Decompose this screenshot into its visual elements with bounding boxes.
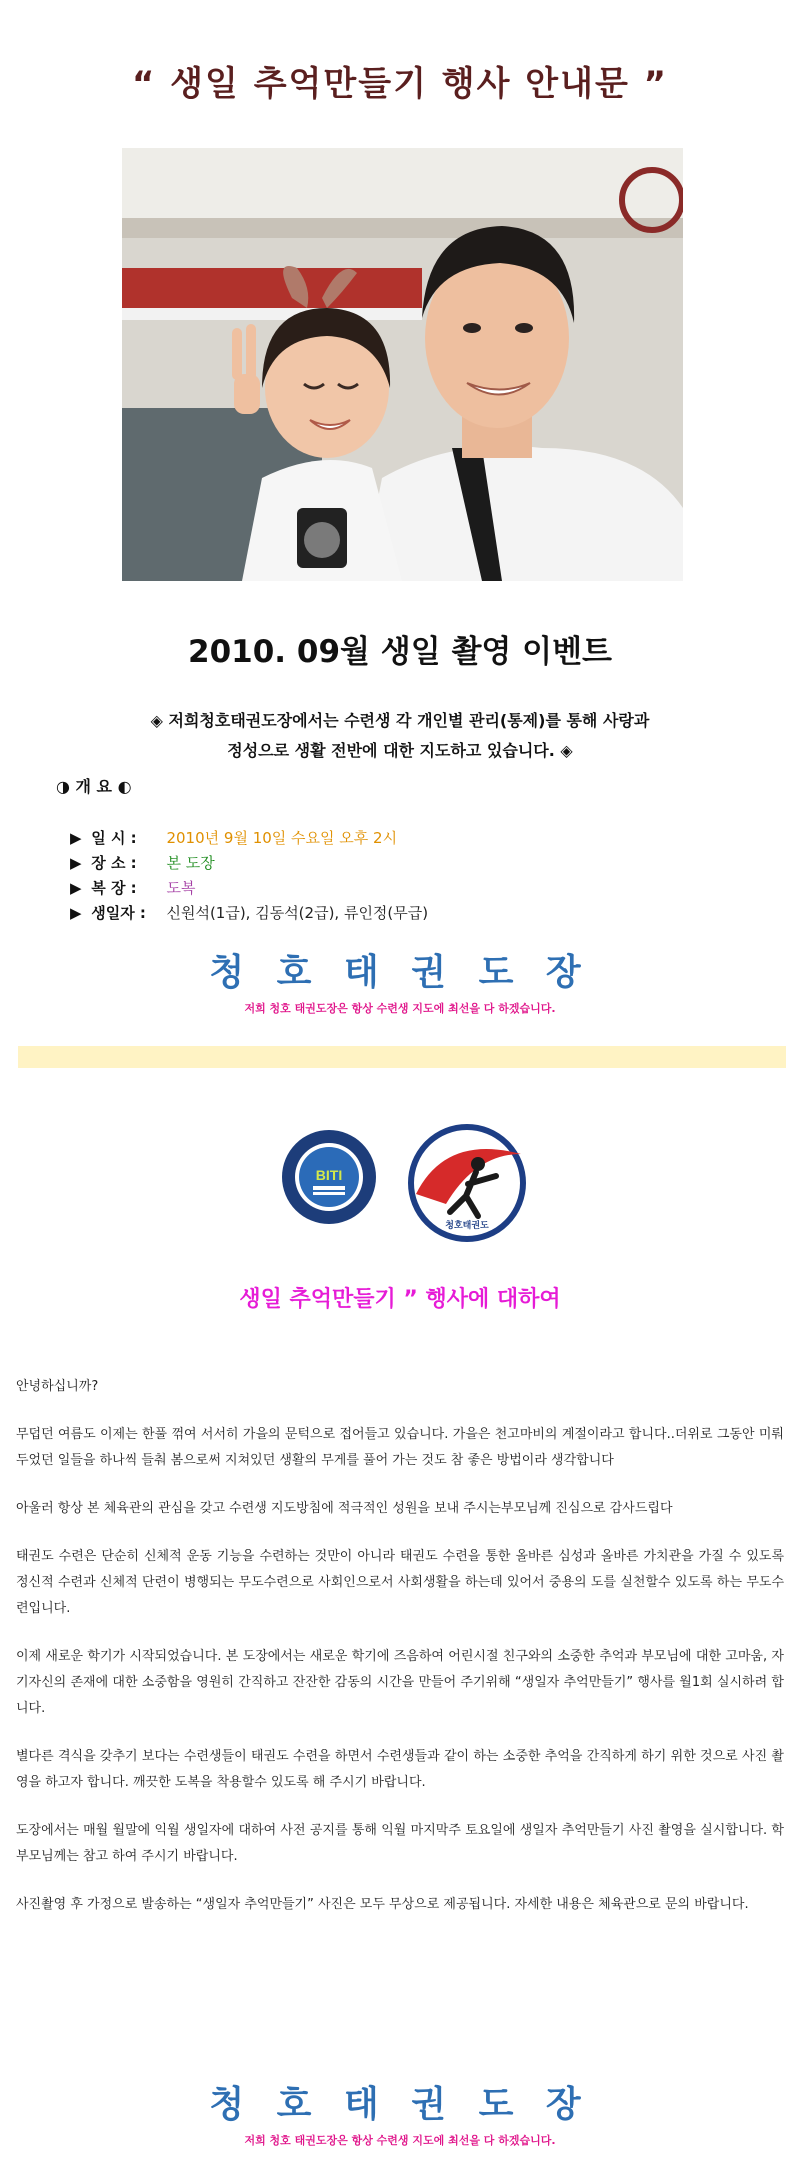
detail-row-datetime xyxy=(70,826,397,850)
footer-brand-name: 청 호 태 권 도 장 xyxy=(209,2084,591,2125)
detail-value: 도복 xyxy=(166,879,196,897)
intro-line-2: 정성으로 생활 전반에 대한 지도하고 있습니다. ◈ xyxy=(227,741,573,760)
detail-value: 본 도장 xyxy=(166,854,215,872)
detail-row-place xyxy=(70,851,215,875)
detail-label: 생일자 : xyxy=(91,904,146,922)
divider-band xyxy=(18,1046,786,1068)
detail-label: 복 장 : xyxy=(91,879,137,897)
section-title: 생일 추억만들기 ” 행사에 대하여 xyxy=(239,1287,561,1312)
triangle-right-icon: ▶ xyxy=(70,854,82,872)
body-paragraph: 사진촬영 후 가정으로 발송하는 “생일자 추억만들기” 사진은 모두 무상으로 제공됩니다. 자세한 내용은 체육관으로 문의 바랍니다. xyxy=(16,1897,749,1912)
page-title: “ 생일 추억만들기 행사 안내문 ” xyxy=(131,64,668,104)
institute-emblem-icon xyxy=(280,1128,378,1226)
detail-value: 2010년 9월 10일 수요일 오후 2시 xyxy=(166,829,398,847)
detail-label: 일 시 : xyxy=(91,829,137,847)
intro-text xyxy=(0,706,800,766)
body-paragraph: 아울러 항상 본 체육관의 관심을 갖고 수련생 지도방침에 적극적인 성원을 보내 주시는부모님께 진심으로 감사드립다 xyxy=(16,1501,673,1516)
intro-line-1: ◈ 저희청호태권도장에서는 수련생 각 개인별 관리(통제)를 통해 사랑과 xyxy=(150,711,650,730)
overview-heading: ◑ 개 요 ◐ xyxy=(56,777,132,796)
detail-value: 신원석(1급), 김동석(2급), 류인정(무급) xyxy=(166,904,429,922)
body-text xyxy=(16,1374,784,1940)
kick-emblem-icon xyxy=(406,1124,528,1242)
body-paragraph: 무덥던 여름도 이제는 한풀 꺾여 서서히 가을의 문턱으로 접어들고 있습니다. 가을은 천고마비의 계절이라고 합니다..더위로 그동안 미뤄 두었던 일들을 하나씩 들춰 봄으로써 지쳐있던 생활의 무게를 풀어 가는 것도 참 좋은 방법이라 생각합니다 xyxy=(16,1427,784,1468)
brand-slogan: 저희 청호 태권도장은 항상 수련생 지도에 최선을 다 하겠습니다. xyxy=(244,1002,556,1015)
body-paragraph: 안녕하십니까? xyxy=(16,1379,99,1394)
body-paragraph: 별다른 격식을 갖추기 보다는 수련생들이 태권도 수련을 하면서 수련생들과 같이 하는 소중한 추억을 간직하게 하기 위한 것으로 사진 촬영을 하고자 합니다. 깨끗한 도복을 착용할수 있도록 해 주시기 바랍니다. xyxy=(16,1749,784,1790)
triangle-right-icon: ▶ xyxy=(70,904,82,922)
event-title: 2010. 09월 생일 촬영 이벤트 xyxy=(188,634,612,670)
footer-brand-slogan: 저희 청호 태권도장은 항상 수련생 지도에 최선을 다 하겠습니다. xyxy=(244,2134,556,2147)
event-photo xyxy=(122,148,683,581)
triangle-right-icon: ▶ xyxy=(70,879,82,897)
detail-label: 장 소 : xyxy=(91,854,137,872)
brand-name: 청 호 태 권 도 장 xyxy=(209,952,591,993)
body-paragraph: 이제 새로운 학기가 시작되었습니다. 본 도장에서는 새로운 학기에 즈음하여 어린시절 친구와의 소중한 추억과 부모님에 대한 고마움, 자기자신의 존재에 대한 소중함을 영원히 간직하고 잔잔한 감동의 시간을 만들어 주기위해 “생일자 추억만들기” 행사를 월1회 실시하려 합니다. xyxy=(16,1649,784,1716)
logo2-text: 청호태권도 xyxy=(445,1221,489,1231)
triangle-right-icon: ▶ xyxy=(70,829,82,847)
detail-row-birthday xyxy=(70,901,428,925)
body-paragraph: 도장에서는 매월 월말에 익월 생일자에 대하여 사전 공지를 통해 익월 마지막주 토요일에 생일자 추억만들기 사진 촬영을 실시합니다. 학부모님께는 참고 하여 주시기 바랍니다. xyxy=(16,1823,784,1864)
body-paragraph: 태권도 수련은 단순히 신체적 운동 기능을 수련하는 것만이 아니라 태권도 수련을 통한 올바른 심성과 올바른 가치관을 가질 수 있도록 정신적 수련과 신체적 단련이 병행되는 무도수련으로 사회인으로서 사회생활을 하는데 있어서 중용의 도를 실천할수 있도록 하는 무도수련입니다. xyxy=(16,1549,784,1616)
logo1-text: BITI xyxy=(315,1167,343,1183)
detail-row-attire xyxy=(70,876,195,900)
